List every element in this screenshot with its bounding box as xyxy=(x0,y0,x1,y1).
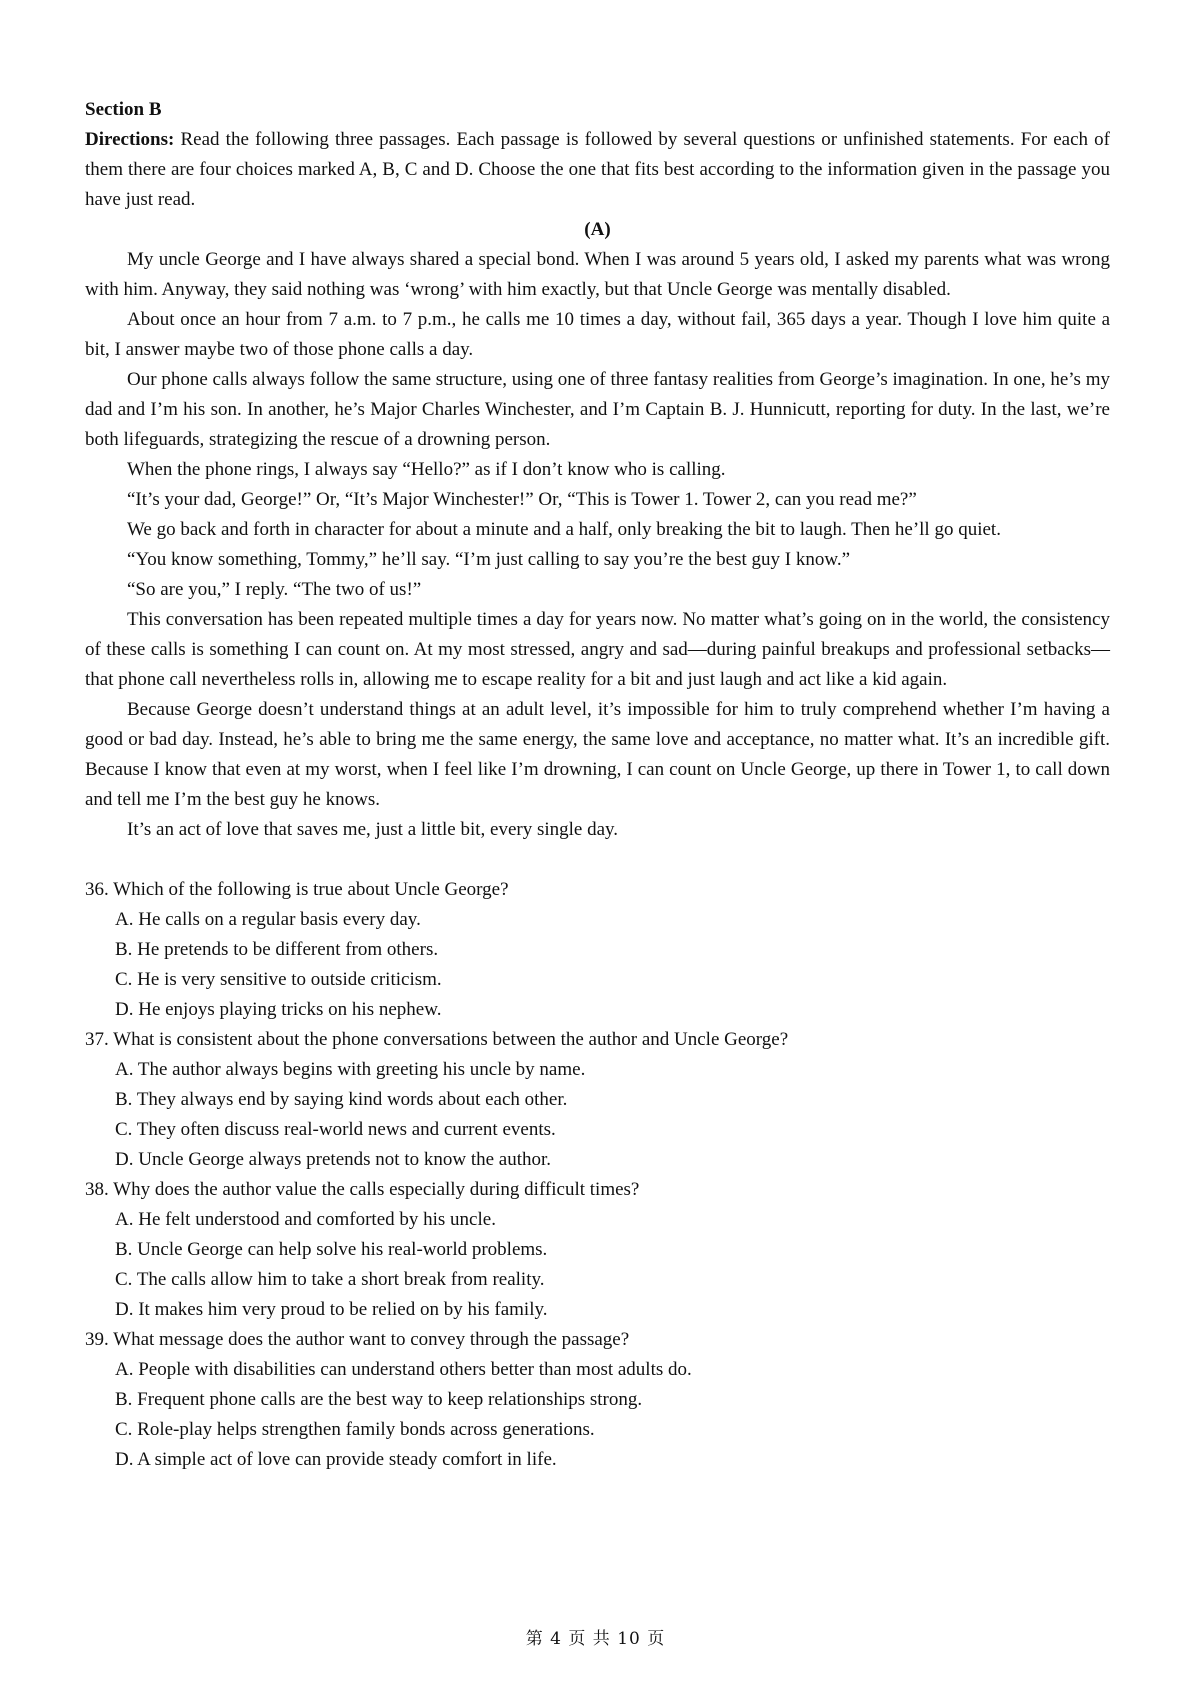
question-38 xyxy=(85,1175,1110,1325)
passage-paragraph: About once an hour from 7 a.m. to 7 p.m., he calls me 10 times a day, without fail, 365 days a year. Though I love him quite a bit, I answer maybe two of those phone calls a day. xyxy=(85,309,1110,360)
question-39 xyxy=(85,1325,1110,1475)
page-number: 第 4 页 共 10 页 xyxy=(525,1629,666,1649)
question-stem: 37. What is consistent about the phone conversations between the author and Uncle George? xyxy=(85,1029,789,1050)
passage-paragraph: “So are you,” I reply. “The two of us!” xyxy=(127,579,422,600)
option-b: B. They always end by saying kind words about each other. xyxy=(115,1089,568,1110)
question-list xyxy=(85,875,1110,1475)
passage-paragraph: Our phone calls always follow the same structure, using one of three fantasy realities from George’s imagination. In one, he’s my dad and I’m his son. In another, he’s Major Charles Winchester, and I’m Captain B. J. Hunnicutt, reporting for duty. In the last, we’re both lifeguards, strategizing the rescue of a drowning person. xyxy=(85,369,1110,450)
passage-paragraph: We go back and forth in character for about a minute and a half, only breaking the bit to laugh. Then he’ll go quiet. xyxy=(127,519,1001,540)
passage-paragraph: My uncle George and I have always shared a special bond. When I was around 5 years old, I asked my parents what was wrong with him. Anyway, they said nothing was ‘wrong’ with him exactly, but that Uncle George was mentally disabled. xyxy=(85,249,1110,300)
option-d: D. He enjoys playing tricks on his nephew. xyxy=(115,999,442,1020)
exam-page xyxy=(85,95,1110,1475)
passage-paragraph: When the phone rings, I always say “Hello?” as if I don’t know who is calling. xyxy=(127,459,726,480)
option-a: A. The author always begins with greeting his uncle by name. xyxy=(115,1059,586,1080)
passage-paragraph: This conversation has been repeated multiple times a day for years now. No matter what’s going on in the world, the consistency of these calls is something I can count on. At my most stressed, angry and sad—during painful breakups and professional setbacks—that phone call nevertheless rolls in, allowing me to escape reality for a bit and just laugh and act like a kid again. xyxy=(85,609,1110,690)
option-d: D. It makes him very proud to be relied on by his family. xyxy=(115,1299,548,1320)
option-a: A. He calls on a regular basis every day. xyxy=(115,909,421,930)
option-b: B. Uncle George can help solve his real-world problems. xyxy=(115,1239,548,1260)
option-b: B. Frequent phone calls are the best way to keep relationships strong. xyxy=(115,1389,643,1410)
option-c: C. They often discuss real-world news and current events. xyxy=(115,1119,556,1140)
question-37 xyxy=(85,1025,1110,1175)
passage-body xyxy=(85,245,1110,845)
directions-lead: Directions: xyxy=(85,129,175,150)
option-b: B. He pretends to be different from others. xyxy=(115,939,439,960)
directions xyxy=(85,125,1110,215)
option-d: D. Uncle George always pretends not to know the author. xyxy=(115,1149,552,1170)
question-stem: 39. What message does the author want to convey through the passage? xyxy=(85,1329,630,1350)
section-title: Section B xyxy=(85,99,162,120)
question-36 xyxy=(85,875,1110,1025)
option-c: C. Role-play helps strengthen family bonds across generations. xyxy=(115,1419,595,1440)
question-stem: 38. Why does the author value the calls especially during difficult times? xyxy=(85,1179,640,1200)
directions-text: Read the following three passages. Each passage is followed by several questions or unfinished statements. For each of them there are four choices marked A, B, C and D. Choose the one that fits best according to the information given in the passage you have just read. xyxy=(85,129,1110,210)
option-a: A. He felt understood and comforted by his uncle. xyxy=(115,1209,496,1230)
passage-paragraph: Because George doesn’t understand things at an adult level, it’s impossible for him to truly comprehend whether I’m having a good or bad day. Instead, he’s able to bring me the same energy, the same love and acceptance, no matter what. It’s an incredible gift. Because I know that even at my worst, when I feel like I’m drowning, I can count on Uncle George, up there in Tower 1, to call down and tell me I’m the best guy he knows. xyxy=(85,699,1110,810)
option-a: A. People with disabilities can understand others better than most adults do. xyxy=(115,1359,692,1380)
passage-paragraph: It’s an act of love that saves me, just a little bit, every single day. xyxy=(127,819,619,840)
passage-paragraph: “It’s your dad, George!” Or, “It’s Major Winchester!” Or, “This is Tower 1. Tower 2, can you read me?” xyxy=(127,489,917,510)
option-d: D. A simple act of love can provide steady comfort in life. xyxy=(115,1449,557,1470)
passage-label: (A) xyxy=(584,219,611,240)
passage-paragraph: “You know something, Tommy,” he’ll say. “I’m just calling to say you’re the best guy I know.” xyxy=(127,549,851,570)
option-c: C. He is very sensitive to outside criticism. xyxy=(115,969,442,990)
question-stem: 36. Which of the following is true about Uncle George? xyxy=(85,879,509,900)
option-c: C. The calls allow him to take a short break from reality. xyxy=(115,1269,545,1290)
